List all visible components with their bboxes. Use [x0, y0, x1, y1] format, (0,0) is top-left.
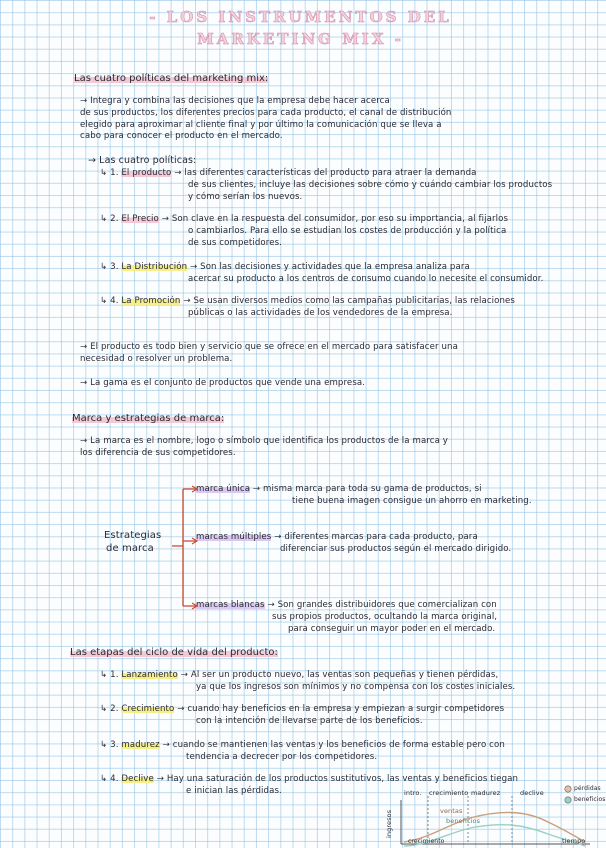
title-line-1: - LOS INSTRUMENTOS DEL [149, 8, 452, 26]
legend-perdidas-swatch [565, 786, 571, 792]
graph-label-ventas: ventas [440, 807, 463, 815]
marca-definition: → La marca es el nombre, logo o símbolo que identifica los productos de la marca y los diferencia de sus competidores. [80, 436, 448, 458]
graph-ylabel: ingresos [385, 809, 393, 838]
politica-name: La Distribución [121, 262, 188, 272]
graph-xlabel: tiempo [562, 837, 586, 845]
stage-lanzamiento: ↳ 1. Lanzamiento → Al ser un producto nuevo, las ventas son pequeñas y tienen pérdidas, ya que los ingresos son mínimos y no compensa con los costes iniciales. [100, 670, 516, 692]
politicas-label: → Las cuatro políticas: [88, 155, 197, 166]
branch-marcas-blancas: marcas blancas → Son grandes distribuidores que comercializan con sus propios productos, ocultando la marca original, para conseguir un mayor poder en el mercado. [196, 600, 498, 634]
graph-phase-madurez: madurez [471, 789, 501, 797]
title-line-2: MARKETING MIX - [197, 30, 404, 48]
gama-definition: → La gama es el conjunto de productos que vende una empresa. [80, 378, 366, 388]
graph-phase-crecimiento: crecimiento [429, 789, 469, 797]
branch-name: marca única [196, 484, 251, 494]
politica-precio: ↳ 2. El Precio → Son clave en la respuesta del consumidor, por eso su importancia, al fijarlos o cambiarlos. Para ello se estudian los costes de producción y la política de sus competidores. [100, 214, 509, 248]
politica-promocion: ↳ 4. La Promoción → Se usan diversos medios como las campañas publicitarias, las relaciones públicas o las actividades de los vendedores de la empresa. [100, 296, 515, 318]
politica-name: El Precio [121, 214, 159, 224]
graph-xstart: crecimiento [408, 838, 445, 845]
section-heading-marca: Marca y estrategias de marca: [72, 413, 225, 424]
politica-name: El producto [121, 168, 172, 178]
stage-name: Declive [121, 774, 154, 784]
legend-perdidas: pérdidas [574, 785, 601, 792]
producto-definition: → El producto es todo bien y servicio que se ofrece en el mercado para satisfacer una necesidad o resolver un problema. [80, 342, 458, 364]
section-heading-ciclo: Las etapas del ciclo de vida del producto: [70, 647, 278, 658]
stage-declive: ↳ 4. Declive → Hay una saturación de los productos sustitutivos, las ventas y beneficios tiegan e inician las pérdidas. [100, 774, 519, 796]
branch-name: marcas blancas [196, 600, 265, 610]
section-heading-politicas: Las cuatro políticas del marketing mix: [74, 73, 269, 84]
branch-marcas-multiples: marcas múltiples → diferentes marcas para cada producto, para diferenciar sus productos según el mercado dirigido. [196, 532, 512, 554]
graph-label-beneficios: beneficios [446, 817, 481, 825]
stage-name: madurez [121, 740, 160, 750]
stage-madurez: ↳ 3. madurez → cuando se mantienen las ventas y los beneficios de forma estable pero con tendencia a decrecer por los competidores. [100, 740, 505, 762]
intro-paragraph: → Integra y combina las decisiones que la empresa debe hacer acerca de sus productos, los diferentes precios para cada producto, el canal de distribución elegido para aproximar al cliente final y por último la comunicación que se lleva a cabo para conocer el producto en el mercado. [80, 96, 452, 142]
legend-beneficios-swatch [565, 797, 571, 803]
branch-marca-unica: marca única → misma marca para toda su gama de productos, si tiene buena imagen consigue un ahorro en marketing. [196, 484, 532, 506]
stage-name: Lanzamiento [121, 670, 178, 680]
legend-beneficios: beneficios [574, 796, 606, 803]
politica-producto: ↳ 1. El producto → las diferentes características del producto para atraer la demanda de sus clientes, incluye las decisiones sobre cómo y cuándo cambiar los productos y cómo serían los nuevos. [100, 168, 553, 202]
politica-distribucion: ↳ 3. La Distribución → Son las decisiones y actividades que la empresa analiza para acercar su producto a los centros de consumo cuando lo necesite el consumidor. [100, 262, 544, 284]
graph-phase-declive: declive [520, 789, 544, 797]
estrategias-label: Estrategias de marca [104, 530, 162, 554]
branch-name: marcas múltiples [196, 532, 272, 542]
stage-name: Crecimiento [121, 704, 175, 714]
politica-name: La Promoción [121, 296, 181, 306]
graph-phase-intro: intro. [404, 789, 422, 797]
stage-crecimiento: ↳ 2. Crecimiento → cuando hay beneficios en la empresa y empiezan a surgir competidores con la intención de llevarse parte de los beneficios. [100, 704, 505, 726]
